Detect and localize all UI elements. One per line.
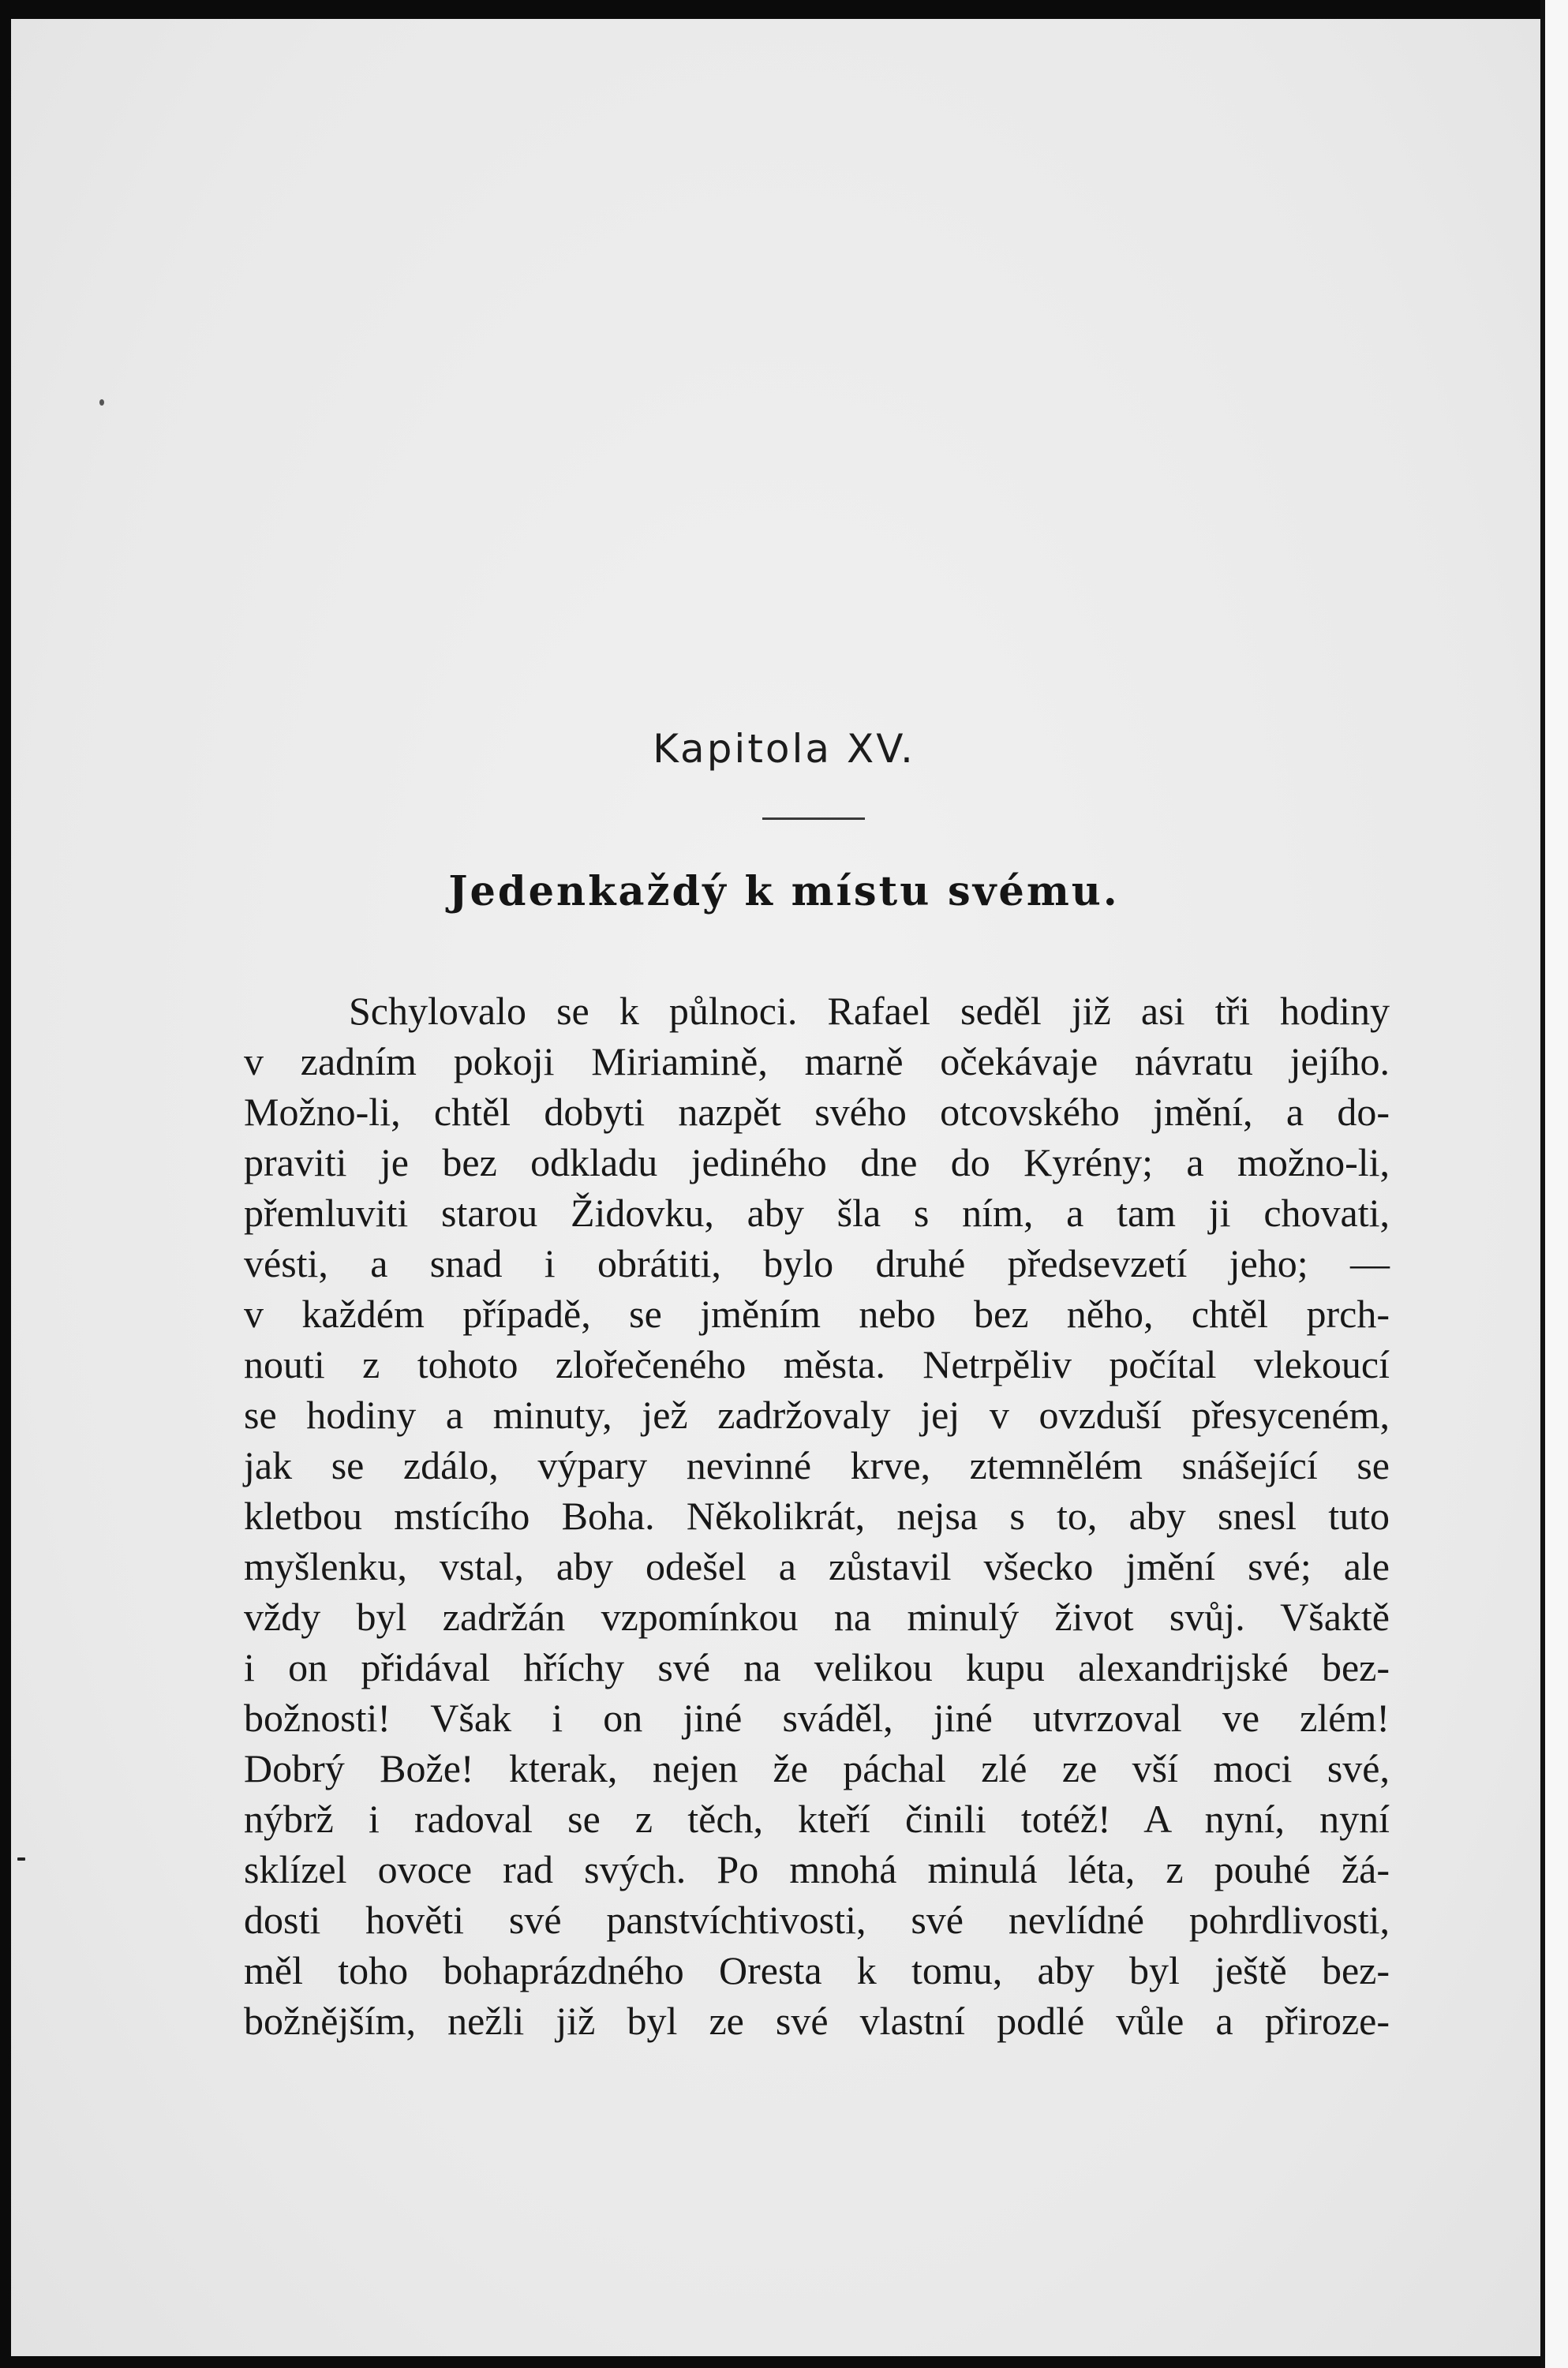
heading-rule [762,817,865,820]
text-line: i on přidával hříchy své na velikou kupu alexandrijské bez- [244,1645,1390,1689]
text-line: v každém případě, se jměním nebo bez něho, chtěl prch- [244,1292,1390,1336]
text-line: Možno-li, chtěl dobyti nazpět svého otcovského jmění, a do- [244,1090,1390,1134]
text-line: jak se zdálo, výpary nevinné krve, ztemnělém snášející se [244,1443,1390,1487]
paper-speck [99,399,104,406]
text-line: se hodiny a minuty, jež zadržovaly jej v ovzduší přesyceném, [244,1393,1390,1437]
chapter-heading: Kapitola XV. [653,726,915,772]
text-line: myšlenku, vstal, aby odešel a zůstavil všecko jmění své; ale [244,1544,1390,1588]
chapter-title: Jedenkaždý k místu svému. [448,868,1120,915]
text-line: Schylovalo se k půlnoci. Rafael seděl již asi tři hodiny [349,989,1390,1033]
text-line: praviti je bez odkladu jediného dne do Kyrény; a možno-li, [244,1140,1390,1184]
text-line: kletbou mstícího Boha. Několikrát, nejsa s to, aby snesl tuto [244,1494,1390,1538]
text-line: vésti, a snad i obrátiti, bylo druhé předsevzetí jeho; — [244,1241,1390,1285]
text-line: dosti hověti své panstvíchtivosti, své nevlídné pohrdlivosti, [244,1898,1390,1942]
paper-speck [17,1857,25,1861]
text-line: nouti z tohoto zlořečeného města. Netrpěliv počítal vlekoucí [244,1342,1390,1386]
text-line: božnosti! Však i on jiné sváděl, jiné utvrzoval ve zlém! [244,1696,1390,1740]
text-line: v zadním pokoji Miriamině, marně očekávaje návratu jejího. [244,1039,1390,1083]
text-line: Dobrý Bože! kterak, nejen že páchal zlé ze vší moci své, [244,1746,1390,1790]
text-line: měl toho bohaprázdného Oresta k tomu, aby byl ještě bez- [244,1948,1390,1992]
text-line: přemluviti starou Židovku, aby šla s ním, a tam ji chovati, [244,1191,1390,1235]
text-line: božnějším, nežli již byl ze své vlastní podlé vůle a přiroze- [244,1999,1390,2043]
chapter-body [244,986,1390,2046]
text-line: vždy byl zadržán vzpomínkou na minulý život svůj. Všaktě [244,1595,1390,1639]
text-line: sklízel ovoce rad svých. Po mnohá minulá léta, z pouhé žá- [244,1847,1390,1891]
page-gutter [1540,0,1568,2368]
text-line: nýbrž i radoval se z těch, kteří činili totéž! A nyní, nyní [244,1797,1390,1841]
